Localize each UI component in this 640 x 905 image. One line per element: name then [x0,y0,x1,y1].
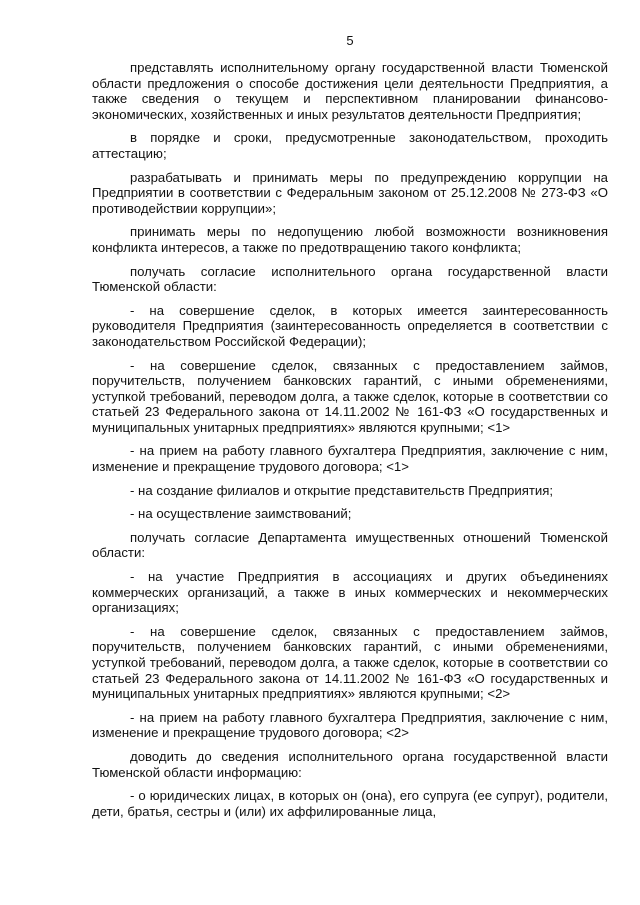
list-item-3: - на прием на работу главного бухгалтера Предприятия, заключение с ним, изменение и прекращение трудового договора; <1> [92,443,608,475]
paragraph-3: разрабатывать и принимать меры по предупреждению коррупции на Предприятии в соответствии с Федеральным законом от 25.12.2008 № 273-ФЗ «О противодействии коррупции»; [92,169,608,216]
list-item-4: - на создание филиалов и открытие представительств Предприятия; [130,482,554,498]
list-item-2: - на совершение сделок, связанных с предоставлением займов, поручительств, получением банковских гарантий, с иными обременениями, уступкой требований, переводом долга, а также сделок, которые в соответствии со статьей 23 Федерального закона от 14.11.2002 № 161-ФЗ «О государственных и муниципальных унитарных предприятиях» являются крупными; <1> [92,357,608,435]
paragraph-4: принимать меры по недопущению любой возможности возникновения конфликта интересов, а также по предотвращению такого конфликта; [92,224,608,255]
list-item-7: - на совершение сделок, связанных с предоставлением займов, поручительств, получением банковских гарантий, с иными обременениями, уступкой требований, переводом долга, а также сделок, которые в соответствии со статьей 23 Федерального закона от 14.11.2002 № 161-ФЗ «О государственных и муниципальных унитарных предприятиях» являются крупными; <2> [92,623,608,702]
document-body [92,60,608,827]
list-item-9: - о юридических лицах, в которых он (она), его супруга (ее супруг), родители, дети, братья, сестры и (или) их аффилированные лица, [92,788,608,819]
paragraph-6: получать согласие Департамента имущественных отношений Тюменской области: [92,529,608,561]
paragraph-2: в порядке и сроки, предусмотренные законодательством, проходить аттестацию; [92,130,608,161]
paragraph-5: получать согласие исполнительного органа государственной власти Тюменской области: [92,263,608,295]
list-item-6: - на участие Предприятия в ассоциациях и других объединениях коммерческих организаций, а также в иных коммерческих и некоммерческих организациях; [92,569,608,616]
paragraph-7: доводить до сведения исполнительного органа государственной власти Тюменской области информацию: [92,748,608,780]
paragraph-1: представлять исполнительному органу государственной власти Тюменской области предложения о способе достижения цели деятельности Предприятия, а также сведения о текущем и перспективном планировании финансово-экономических, хозяйственных и иных результатов деятельности Предприятия; [92,60,608,122]
list-item-5: - на осуществление заимствований; [130,506,352,522]
list-item-1: - на совершение сделок, в которых имеется заинтересованность руководителя Предприятия (заинтересованность определяется в соответствии с законодательством Российской Федерации); [92,302,608,349]
page-number: 5 [346,33,354,48]
list-item-8: - на прием на работу главного бухгалтера Предприятия, заключение с ним, изменение и прекращение трудового договора; <2> [92,709,608,741]
